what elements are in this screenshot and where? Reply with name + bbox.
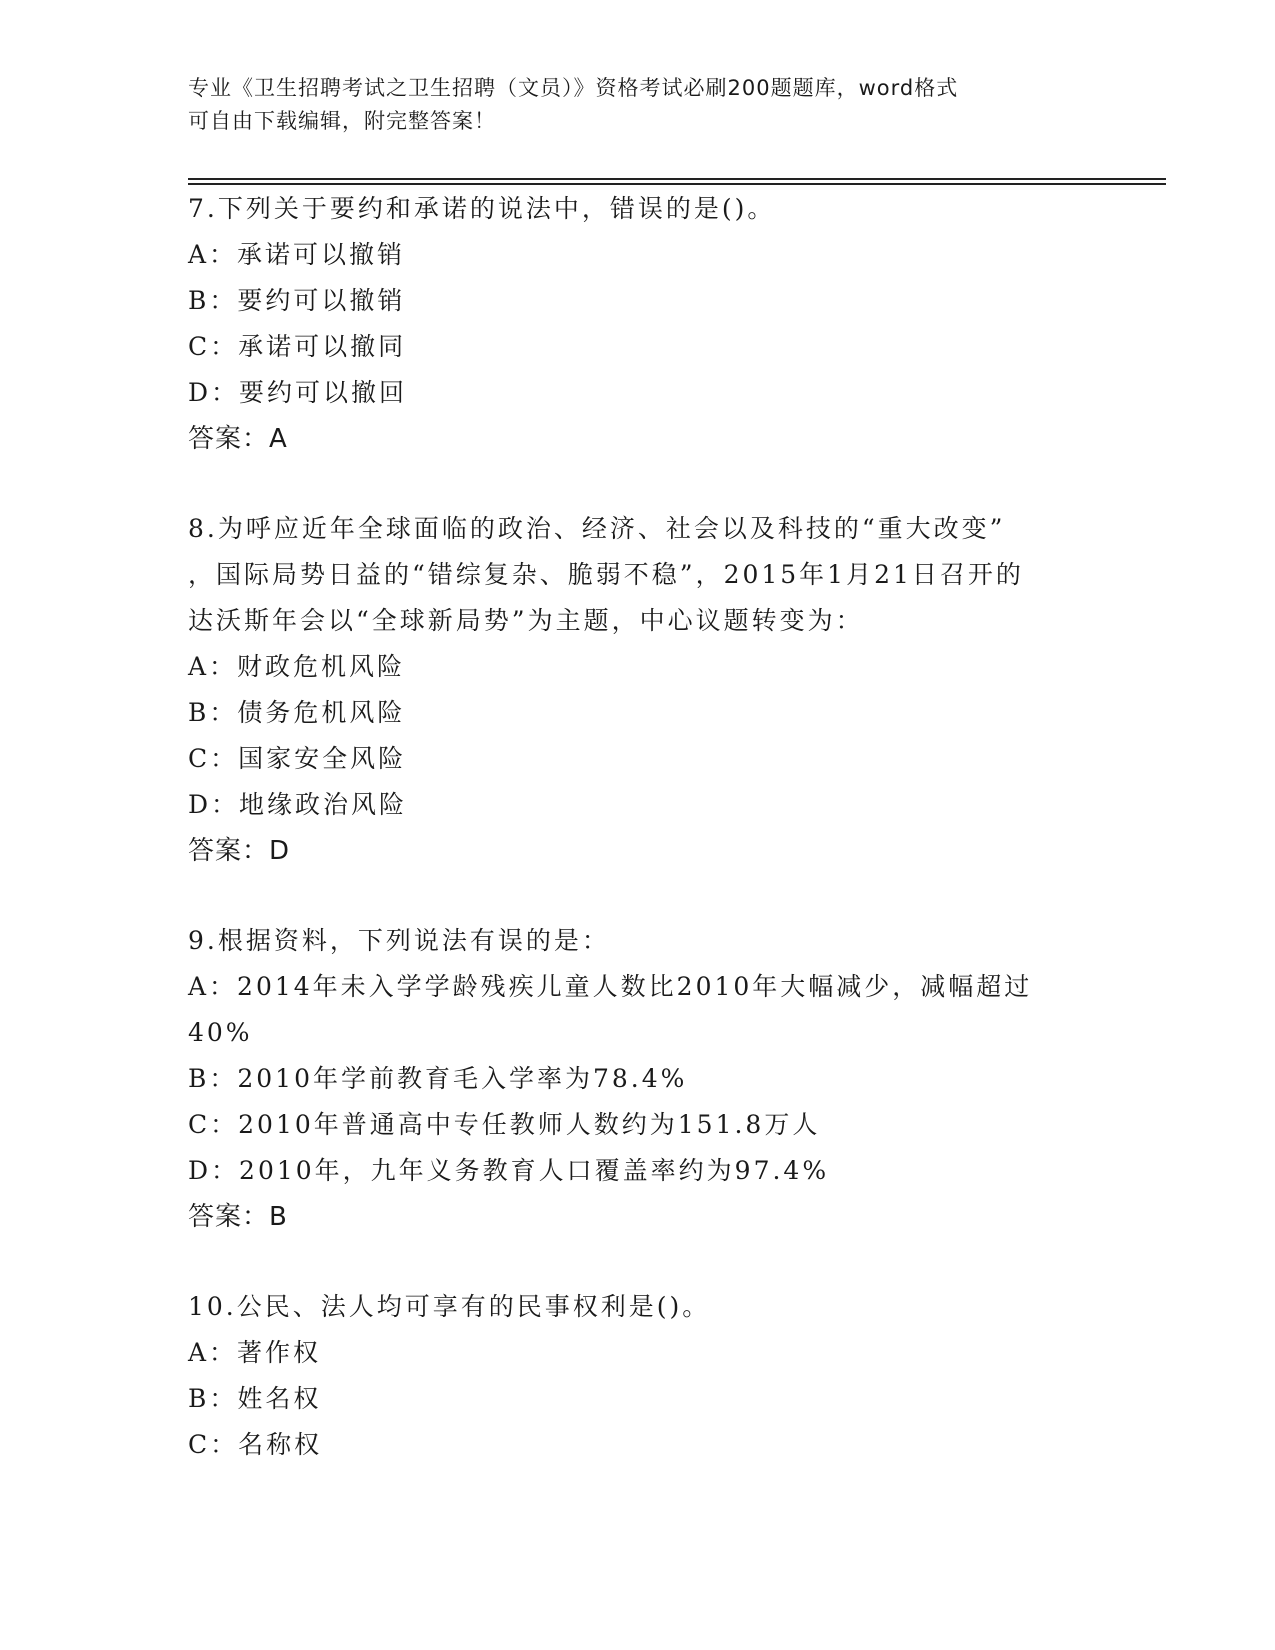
question-stem: 9.根据资料，下列说法有误的是： xyxy=(188,926,610,955)
answer: 答案：A xyxy=(188,424,288,454)
option-a: A：财政危机风险 xyxy=(188,652,406,681)
option-c: C：承诺可以撤同 xyxy=(188,332,407,361)
option-a: A：著作权 xyxy=(188,1338,322,1367)
question-10 xyxy=(188,1284,1088,1468)
header-line-1: 专业《卫生招聘考试之卫生招聘（文员）》资格考试必刷200题题库，word格式 xyxy=(188,76,959,100)
question-stem: 7.下列关于要约和承诺的说法中，错误的是()。 xyxy=(188,194,776,223)
option-a-continued: 40% xyxy=(188,1018,253,1047)
option-b: B：要约可以撤销 xyxy=(188,286,406,315)
document-header xyxy=(188,72,1088,138)
question-stem: 8.为呼应近年全球面临的政治、经济、社会以及科技的“重大改变” xyxy=(188,514,1006,543)
option-d: D：要约可以撤回 xyxy=(188,378,408,407)
header-divider-bottom xyxy=(188,183,1166,185)
option-d: D：地缘政治风险 xyxy=(188,790,408,819)
header-divider-top xyxy=(188,178,1166,180)
option-c: C：名称权 xyxy=(188,1430,323,1459)
option-b: B：姓名权 xyxy=(188,1384,322,1413)
option-c: C：2010年普通高中专任教师人数约为151.8万人 xyxy=(188,1110,821,1139)
option-b: B：2010年学前教育毛入学率为78.4% xyxy=(188,1064,688,1093)
option-a: A：承诺可以撤销 xyxy=(188,240,406,269)
question-stem: 10.公民、法人均可享有的民事权利是()。 xyxy=(188,1292,711,1321)
question-9 xyxy=(188,918,1088,1240)
header-line-2: 可自由下载编辑，附完整答案！ xyxy=(188,109,496,133)
answer: 答案：D xyxy=(188,836,291,866)
option-d: D：2010年，九年义务教育人口覆盖率约为97.4% xyxy=(188,1156,830,1185)
question-list xyxy=(188,186,1088,1512)
question-8 xyxy=(188,506,1088,874)
option-c: C：国家安全风险 xyxy=(188,744,407,773)
question-stem: 达沃斯年会以“全球新局势”为主题，中心议题转变为： xyxy=(188,606,864,635)
option-a: A：2014年未入学学龄残疾儿童人数比2010年大幅减少，减幅超过 xyxy=(188,972,1033,1001)
answer: 答案：B xyxy=(188,1202,288,1232)
question-stem: ，国际局势日益的“错综复杂、脆弱不稳”，2015年1月21日召开的 xyxy=(188,560,1024,589)
option-b: B：债务危机风险 xyxy=(188,698,406,727)
question-7 xyxy=(188,186,1088,462)
